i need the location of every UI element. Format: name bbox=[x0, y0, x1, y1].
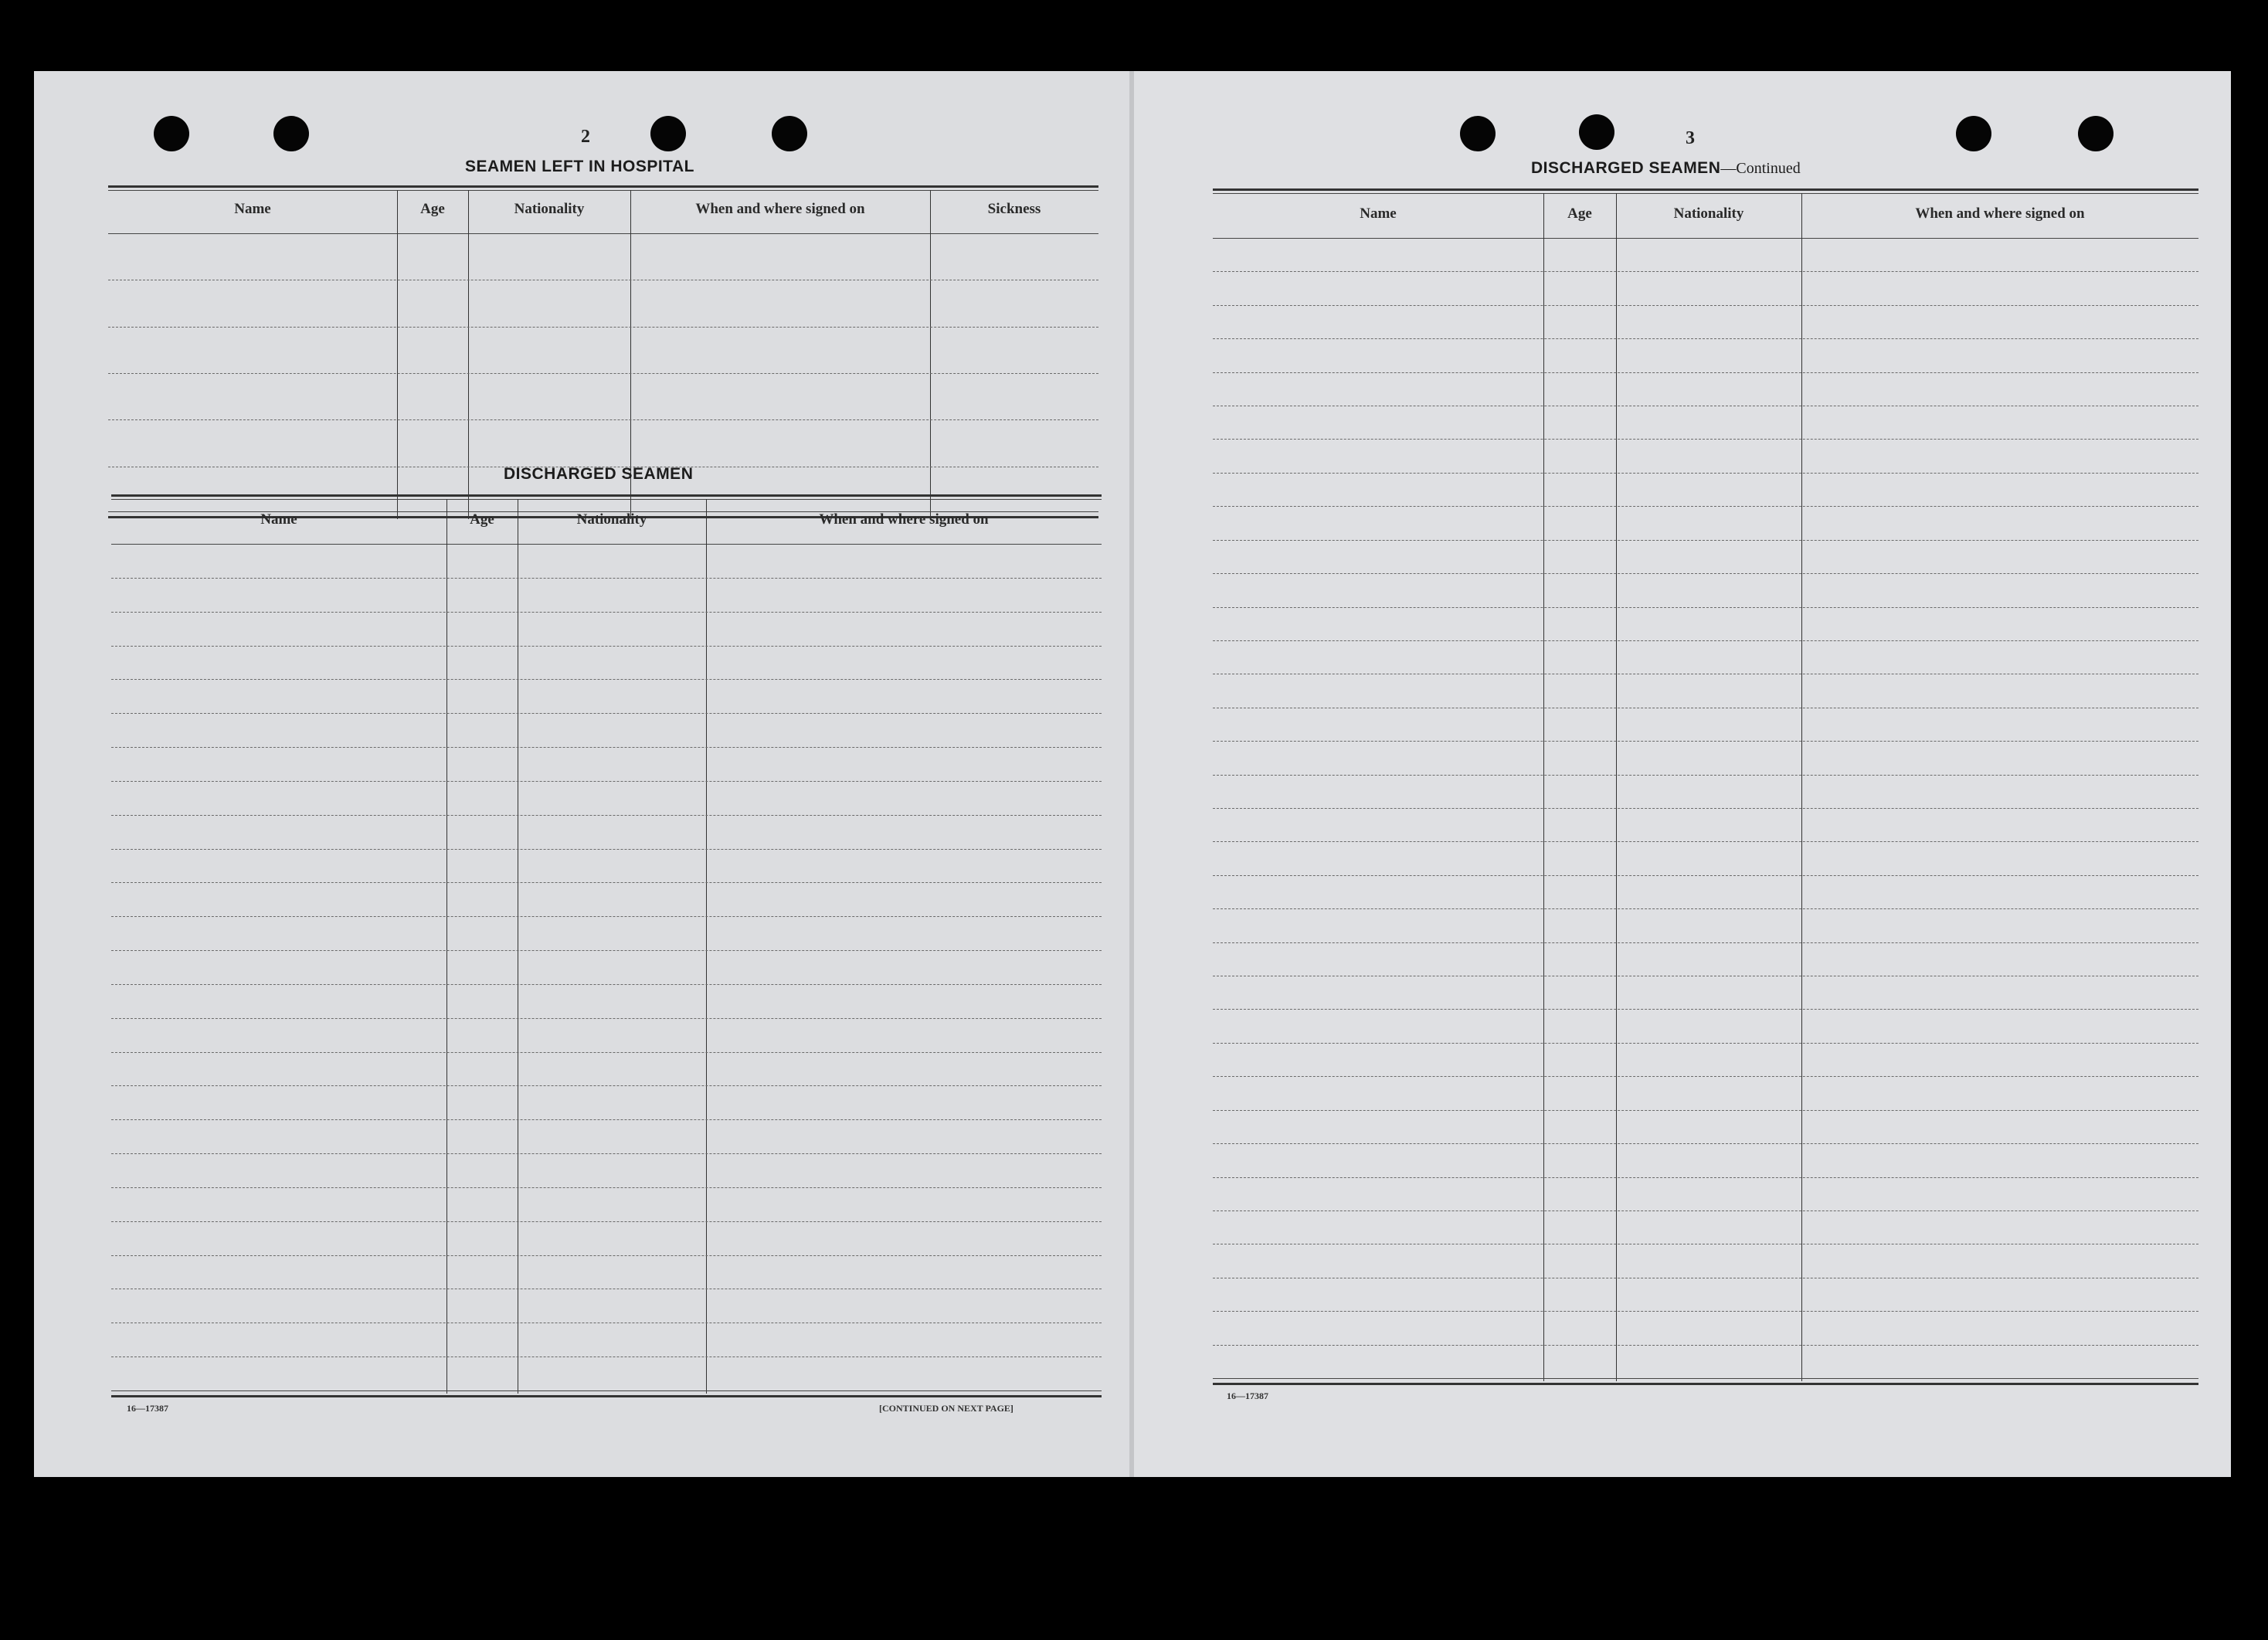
entry-row-line bbox=[111, 950, 1102, 951]
entry-row-line bbox=[111, 1119, 1102, 1120]
left-page bbox=[34, 71, 1134, 1477]
discharged-table-left bbox=[111, 494, 1102, 1475]
entry-row-line bbox=[111, 984, 1102, 985]
entry-row-line bbox=[108, 419, 1098, 420]
form-number: 16—17387 bbox=[1227, 1390, 1268, 1401]
entry-row-line bbox=[111, 612, 1102, 613]
column-header-name: Name bbox=[260, 511, 297, 528]
entry-row-line bbox=[1213, 875, 2198, 876]
binder-hole bbox=[1956, 116, 1991, 151]
entry-row-line bbox=[111, 1085, 1102, 1086]
entry-row-line bbox=[111, 916, 1102, 917]
entry-row-line bbox=[111, 1052, 1102, 1053]
entry-row-line bbox=[1213, 305, 2198, 306]
entry-row-line bbox=[1213, 506, 2198, 507]
entry-row-line bbox=[1213, 908, 2198, 909]
column-header-age: Age bbox=[1567, 205, 1592, 222]
entry-row-line bbox=[111, 1221, 1102, 1222]
column-header-signed-on: When and where signed on bbox=[1915, 205, 2085, 222]
entry-row-line bbox=[1213, 1345, 2198, 1346]
column-header-nationality: Nationality bbox=[1673, 205, 1744, 222]
entry-row-line bbox=[1213, 473, 2198, 474]
hospital-section-title: SEAMEN LEFT IN HOSPITAL bbox=[465, 158, 694, 175]
entry-row-line bbox=[108, 327, 1098, 328]
entry-row-line bbox=[108, 373, 1098, 374]
entry-row-line bbox=[1213, 841, 2198, 842]
entry-row-line bbox=[1213, 1043, 2198, 1044]
entry-row-line bbox=[1213, 942, 2198, 943]
entry-row-line bbox=[111, 747, 1102, 748]
entry-row-line bbox=[111, 781, 1102, 782]
entry-row-line bbox=[111, 849, 1102, 850]
binder-hole bbox=[154, 116, 189, 151]
page-number: 2 bbox=[581, 127, 590, 147]
entry-row-line bbox=[1213, 808, 2198, 809]
entry-row-line bbox=[111, 1356, 1102, 1357]
entry-row-line bbox=[1213, 607, 2198, 608]
form-number: 16—17387 bbox=[127, 1403, 168, 1414]
entry-row-line bbox=[1213, 439, 2198, 440]
entry-row-line bbox=[111, 713, 1102, 714]
page-number: 3 bbox=[1686, 128, 1695, 148]
entry-row-line bbox=[111, 1018, 1102, 1019]
binder-hole bbox=[1460, 116, 1496, 151]
entry-row-line bbox=[1213, 573, 2198, 574]
entry-row-line bbox=[1213, 1009, 2198, 1010]
column-header-age: Age bbox=[420, 201, 445, 217]
entry-row-line bbox=[1213, 271, 2198, 272]
binder-hole bbox=[772, 116, 807, 151]
entry-row-line bbox=[1213, 775, 2198, 776]
discharged-section-title: DISCHARGED SEAMEN bbox=[504, 465, 694, 483]
entry-row-line bbox=[111, 882, 1102, 883]
entry-row-line bbox=[111, 679, 1102, 680]
column-header-name: Name bbox=[1360, 205, 1397, 222]
entry-row-line bbox=[1213, 338, 2198, 339]
column-header-signed-on: When and where signed on bbox=[819, 511, 989, 528]
binder-hole bbox=[650, 116, 686, 151]
right-page bbox=[1134, 71, 2231, 1477]
column-header-age: Age bbox=[470, 511, 494, 528]
column-header-sickness: Sickness bbox=[987, 201, 1041, 217]
entry-row-line bbox=[1213, 1210, 2198, 1211]
entry-row-line bbox=[1213, 1143, 2198, 1144]
entry-row-line bbox=[1213, 372, 2198, 373]
entry-row-line bbox=[1213, 1177, 2198, 1178]
entry-row-line bbox=[111, 578, 1102, 579]
entry-row-line bbox=[111, 646, 1102, 647]
column-header-nationality: Nationality bbox=[576, 511, 647, 528]
entry-row-line bbox=[111, 1153, 1102, 1154]
discharged-title-suffix: —Continued bbox=[1720, 160, 1801, 177]
entry-row-line bbox=[1213, 1110, 2198, 1111]
discharged-continued-title bbox=[1531, 159, 1801, 178]
entry-row-line bbox=[1213, 741, 2198, 742]
entry-row-line bbox=[111, 815, 1102, 816]
entry-row-line bbox=[1213, 640, 2198, 641]
binder-hole bbox=[273, 116, 309, 151]
binder-hole bbox=[2078, 116, 2114, 151]
entry-row-line bbox=[111, 1187, 1102, 1188]
entry-row-line bbox=[1213, 1311, 2198, 1312]
column-header-nationality: Nationality bbox=[514, 201, 585, 217]
discharged-table-right bbox=[1213, 188, 2198, 1463]
column-header-signed-on: When and where signed on bbox=[695, 201, 865, 217]
continued-note: [CONTINUED ON NEXT PAGE] bbox=[879, 1403, 1013, 1414]
entry-row-line bbox=[1213, 1076, 2198, 1077]
entry-row-line bbox=[1213, 540, 2198, 541]
discharged-title-main: DISCHARGED SEAMEN bbox=[1531, 159, 1721, 177]
column-header-name: Name bbox=[234, 201, 271, 217]
binder-hole bbox=[1579, 114, 1614, 150]
entry-row-line bbox=[111, 1255, 1102, 1256]
